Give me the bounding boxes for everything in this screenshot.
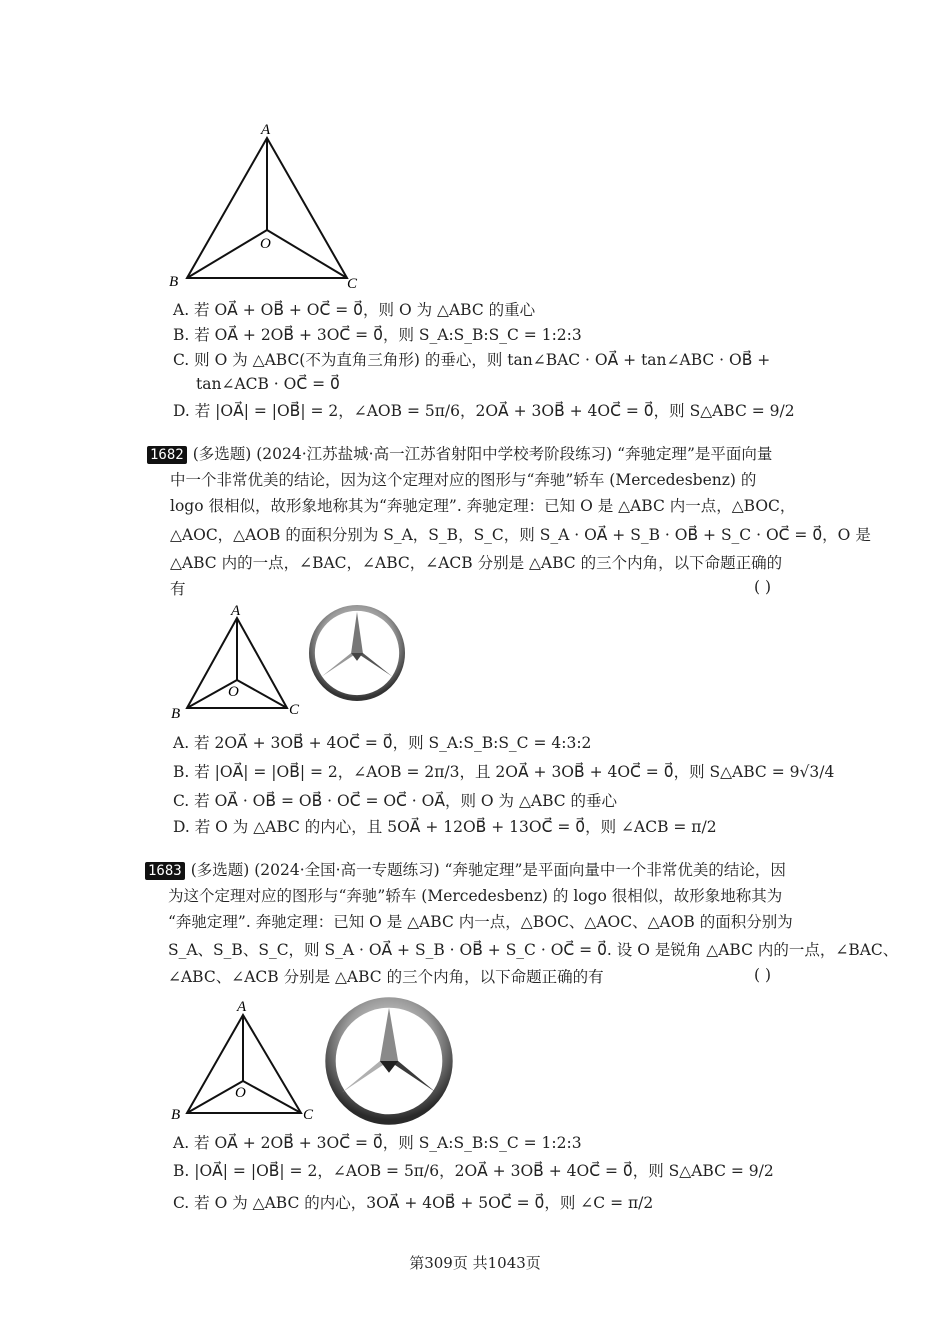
svg-text:A: A [237, 999, 247, 1015]
label-a: A [261, 122, 271, 138]
question-1682-line-3: logo 很相似，故形象地称其为“奔驰定理”. 奔驰定理：已知 O 是 △ABC 内一点，△BOC， [170, 497, 796, 515]
triangle-figure-1 [165, 118, 365, 293]
svg-text:O: O [235, 1085, 246, 1101]
svg-text:C: C [303, 1107, 314, 1123]
option-a: A. 若 OA⃗ + 2OB⃗ + 3OC⃗ = 0⃗，则 S_A:S_B:S_C = 1:2:3 [173, 1134, 582, 1152]
question-1683-line-2: 为这个定理对应的图形与“奔驰”轿车 (Mercedesbenz) 的 logo 很相似，故形象地称其为 [168, 887, 783, 905]
question-1683-line-3: “奔驰定理”. 奔驰定理：已知 O 是 △ABC 内一点，△BOC、△AOC、△AOB 的面积分别为 [168, 913, 793, 931]
triangle-figure-3 [165, 995, 325, 1130]
answer-paren: ( ) [754, 578, 772, 596]
label-b: B [169, 274, 179, 290]
mercedes-logo-image [308, 604, 406, 702]
svg-text:B: B [171, 706, 181, 722]
question-number: 1683 [145, 862, 185, 880]
option-d: D. 若 O 为 △ABC 的内心，且 5OA⃗ + 12OB⃗ + 13OC⃗ = 0⃗，则 ∠ACB = π/2 [173, 818, 717, 836]
page-footer: 第309页 共1043页 [409, 1254, 541, 1272]
label-o: O [260, 236, 271, 252]
option-a: A. 若 OA⃗ + OB⃗ + OC⃗ = 0⃗，则 O 为 △ABC 的重心 [173, 301, 536, 319]
mercedes-logo-image [324, 996, 454, 1126]
question-1682-line-2: 中一个非常优美的结论，因为这个定理对应的图形与“奔驰”轿车 (Mercedesbenz) 的 [170, 471, 757, 489]
option-d: D. 若 |OA⃗| = |OB⃗| = 2，∠AOB = 5π/6，2OA⃗ + 3OB⃗ + 4OC⃗ = 0⃗，则 S△ABC = 9/2 [173, 402, 795, 420]
question-1682-line-4: △AOC，△AOB 的面积分别为 S_A，S_B，S_C，则 S_A · OA⃗ + S_B · OB⃗ + S_C · OC⃗ = 0⃗，O 是 [170, 526, 871, 544]
option-c: C. 则 O 为 △ABC(不为直角三角形) 的垂心，则 tan∠BAC · OA⃗ + tan∠ABC · OB⃗ + [173, 351, 771, 369]
svg-text:C: C [289, 702, 300, 718]
svg-text:B: B [171, 1107, 181, 1123]
question-1683-line-5: ∠ABC、∠ACB 分别是 △ABC 的三个内角，以下命题正确的有 [168, 968, 604, 986]
option-b: B. 若 OA⃗ + 2OB⃗ + 3OC⃗ = 0⃗，则 S_A:S_B:S_C = 1:2:3 [173, 326, 582, 344]
option-c: C. 若 OA⃗ · OB⃗ = OB⃗ · OC⃗ = OC⃗ · OA⃗，则 O 为 △ABC 的垂心 [173, 792, 618, 810]
option-a: A. 若 2OA⃗ + 3OB⃗ + 4OC⃗ = 0⃗，则 S_A:S_B:S_C = 4:3:2 [173, 734, 592, 752]
question-1683-line-1: 1683 (多选题) (2024·全国·高一专题练习) “奔驰定理”是平面向量中一个非常优美的结论，因 [145, 859, 786, 881]
question-1683-line-4: S_A、S_B、S_C，则 S_A · OA⃗ + S_B · OB⃗ + S_C · OC⃗ = 0⃗. 设 O 是锐角 △ABC 内的一点，∠BAC、 [168, 941, 899, 959]
triangle-figure-2 [165, 600, 310, 725]
question-1682-line-5: △ABC 内的一点，∠BAC，∠ABC，∠ACB 分别是 △ABC 的三个内角，以下命题正确的 [170, 554, 783, 572]
svg-text:A: A [231, 603, 241, 619]
option-b: B. |OA⃗| = |OB⃗| = 2，∠AOB = 5π/6，2OA⃗ + 3OB⃗ + 4OC⃗ = 0⃗，则 S△ABC = 9/2 [173, 1162, 774, 1180]
question-1682-line-1: 1682 (多选题) (2024·江苏盐城·高一江苏省射阳中学校考阶段练习) “奔驰定理”是平面向量 [147, 443, 772, 465]
question-number: 1682 [147, 446, 187, 464]
option-c-cont: tan∠ACB · OC⃗ = 0⃗ [196, 375, 340, 393]
option-c: C. 若 O 为 △ABC 的内心，3OA⃗ + 4OB⃗ + 5OC⃗ = 0⃗，则 ∠C = π/2 [173, 1194, 654, 1212]
label-c: C [347, 276, 358, 292]
question-1682-line-6: 有 [170, 580, 186, 598]
answer-paren: ( ) [754, 966, 772, 984]
option-b: B. 若 |OA⃗| = |OB⃗| = 2，∠AOB = 2π/3，且 2OA⃗ + 3OB⃗ + 4OC⃗ = 0⃗，则 S△ABC = 9√3/4 [173, 763, 835, 781]
svg-text:O: O [228, 684, 239, 700]
